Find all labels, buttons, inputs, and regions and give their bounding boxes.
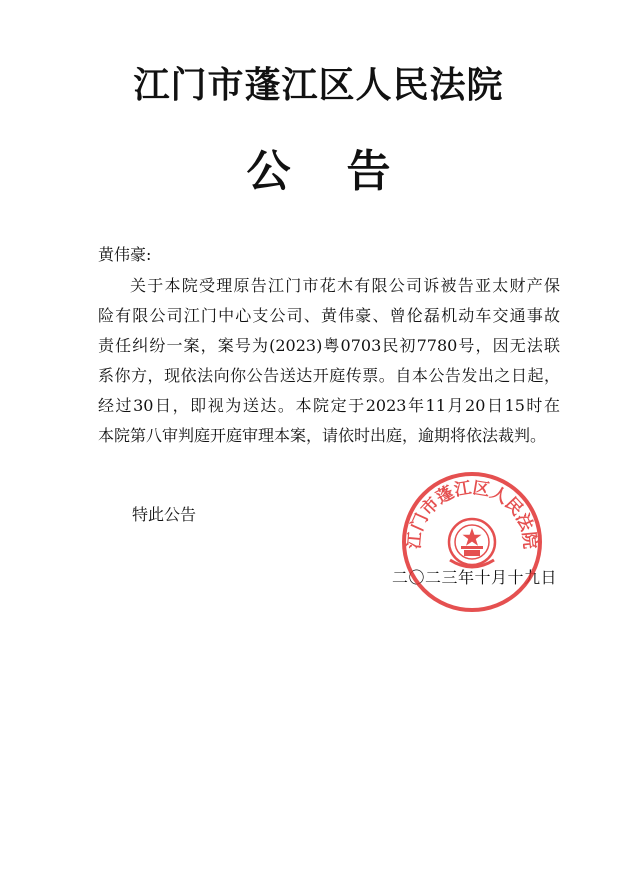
issue-date: 二〇二三年十月十九日 (392, 568, 558, 587)
body-line: 险有限公司江门中心支公司、黄伟豪、曾伦磊机动车交通事故 (98, 306, 560, 325)
body-line: 经过30日，即视为送达。本院定于2023年11月20日15时在 (98, 396, 560, 415)
body-line: 关于本院受理原告江门市花木有限公司诉被告亚太财产保 (130, 276, 560, 295)
body-line: 系你方，现依法向你公告送达开庭传票。自本公告发出之日起， (98, 366, 560, 385)
closing-phrase: 特此公告 (132, 505, 197, 524)
addressee: 黄伟豪: (98, 245, 152, 264)
court-seal (400, 470, 544, 614)
body-line: 本院第八审判庭开庭审理本案，请依时出庭，逾期将依法裁判。 (98, 426, 547, 445)
body-line: 责任纠纷一案，案号为(2023)粤0703民初7780号，因无法联 (98, 336, 560, 355)
court-name: 江门市蓬江区人民法院 (133, 65, 504, 106)
notice-body (98, 271, 560, 451)
seal-text-path: 江门市蓬江区人民法院 (404, 478, 540, 550)
national-emblem-icon (449, 519, 495, 567)
document-title: 公告 (246, 146, 447, 197)
